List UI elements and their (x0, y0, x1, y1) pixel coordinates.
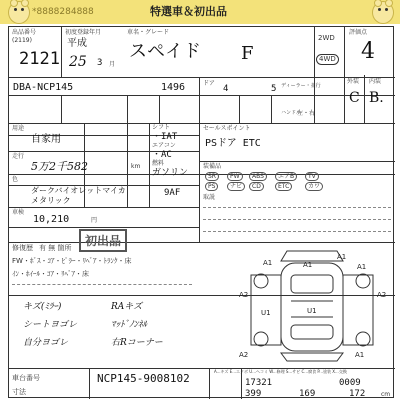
mark-7: U1 (307, 307, 317, 315)
seat-count: 5 (271, 84, 277, 94)
car-inspection-label: 車検 (12, 209, 25, 216)
exhibit-number: 2121 (19, 49, 60, 69)
sales-point-value: PSドア ETC (205, 138, 261, 149)
note-left-1: キズ(ﾐﾗｰ) (23, 302, 62, 312)
shift-value: ・IAT (152, 132, 178, 142)
displacement: 1496 (161, 82, 186, 93)
mark-2: A1 (337, 253, 347, 261)
mileage-label: 走行 (12, 153, 25, 160)
sales-point-label: セールスポイント (203, 125, 251, 132)
drive-2wd: 2WD (318, 34, 335, 42)
exterior-label: 外装 (347, 78, 360, 85)
mileage-value: 5万2千582 (31, 160, 88, 173)
first-registration-label: 初度登録年月 (65, 29, 102, 36)
car-name-label: 車名・グレード (127, 29, 170, 36)
banner-title: 特選車＆初出品 (150, 5, 227, 18)
price-unit: 円 (91, 217, 98, 224)
mark-1: A1 (303, 261, 313, 269)
use-value: 自家用 (31, 134, 61, 145)
note-middle-2: ﾏｯﾄﾞﾉﾝﾈﾙ (111, 320, 148, 330)
era: 平成 (67, 38, 87, 49)
note-left-2: シートヨゴレ (23, 320, 78, 330)
exhibit-code: (2119) (12, 37, 32, 44)
mark-5: A2 (239, 291, 249, 299)
price-value: 10,210 (33, 214, 70, 225)
door-count: 4 (223, 84, 229, 94)
chassis-number: NCP145-9008102 (97, 372, 190, 385)
mark-8: U1 (261, 309, 271, 317)
mascot-right-icon (372, 1, 394, 24)
handle-label: ハンドル (281, 110, 302, 116)
size-label: 寸法 (12, 388, 26, 396)
equipment-pw: PW (227, 172, 243, 181)
inspection-sheet (8, 26, 394, 398)
length-value: 399 (245, 389, 262, 399)
color-value-line-2: メタリック (31, 196, 71, 205)
exterior-grade: C (349, 90, 360, 106)
size-unit: cm (381, 391, 391, 398)
equipment-abs: ABS (249, 172, 267, 181)
month-unit: 月 (109, 61, 116, 68)
color-label: 色 (12, 176, 19, 183)
car-name: スペイド (129, 41, 201, 62)
mark-9: A2 (239, 351, 249, 359)
equipment-etc: ETC (275, 182, 292, 191)
note-middle-3: 右Rコーナー (111, 338, 163, 348)
equipment-navi: ナビ (227, 182, 245, 191)
fuel-value: ガソリン (152, 168, 189, 178)
equipment-sr: SR (205, 172, 219, 181)
car-grade: F (241, 43, 254, 64)
registration-year: 25 (69, 54, 87, 70)
repair-parts-row-1: FW・ﾎﾞｽ・ｺｱ・ﾋﾟﾗｰ・ﾘﾍﾞｱ・ﾄﾗﾝｸ・床 (12, 257, 132, 265)
ac-label: エアコン (152, 142, 176, 149)
chassis-label: 車台番号 (12, 374, 40, 382)
repair-parts-row-2: ｲﾝ・ﾎｲｰﾙ・ｺｱ・ﾘﾍﾞｱ・床 (12, 270, 89, 278)
ac-value: ・AC (152, 150, 172, 160)
use-label: 用途 (12, 125, 25, 132)
repair-label: 修復歴 (12, 244, 33, 252)
car-damage-diagram (237, 245, 393, 367)
exhibit-label: 出品番号 (12, 29, 37, 36)
mark-6: A2 (377, 291, 387, 299)
first-exhibit-stamp: 初出品 (79, 229, 127, 252)
code-2: 0009 (339, 378, 361, 388)
interior-grade: B. (369, 90, 384, 106)
registration-month: 3 (97, 58, 103, 68)
mark-10: A1 (355, 351, 365, 359)
repair-value: 有 無 箇所 (39, 244, 72, 252)
equipment-airbag: エアB (275, 172, 297, 181)
height-value: 172 (349, 389, 366, 399)
note-left-3: 自分ヨゴレ (23, 338, 69, 348)
note-middle-1: RAキズ (111, 302, 143, 312)
rating-value: 4 (361, 39, 375, 64)
color-code: 9AF (164, 188, 181, 198)
mark-4: A1 (357, 263, 367, 271)
notes-label: 取説 (203, 194, 216, 201)
shift-label: シフト (152, 124, 171, 131)
equipment-leather: カワ (305, 182, 323, 191)
fuel-label: 燃料 (152, 160, 165, 167)
equipment-tv: TV (305, 172, 319, 181)
interior-label: 内装 (369, 78, 382, 85)
mark-3: A1 (263, 259, 273, 267)
banner-repeat-text: *8888284888 (32, 7, 94, 17)
drive-4wd: 4WD (316, 54, 339, 65)
mascot-left-icon (8, 1, 30, 24)
door-label: ドア (203, 80, 215, 87)
code-1: 17321 (245, 378, 273, 388)
rating-label: 評価点 (349, 29, 368, 36)
color-value-line-1: ダークバイオレットマイカ (31, 186, 126, 195)
equipment-label: 装備品 (203, 163, 222, 170)
width-value: 169 (299, 389, 316, 399)
equipment-cd: CD (249, 182, 264, 191)
model-code: DBA-NCP145 (13, 82, 74, 93)
dealer-label: ディーラー・並行 (281, 83, 321, 89)
handle-value: 左・右 (297, 110, 316, 117)
mileage-unit: km (131, 163, 141, 170)
equipment-ps: PS (205, 182, 218, 191)
damage-legend: A...キズ E...エクボ U...ヘコミ W...修理 S...サビ C...腐食 P...塗装 X...交換 (214, 369, 347, 374)
